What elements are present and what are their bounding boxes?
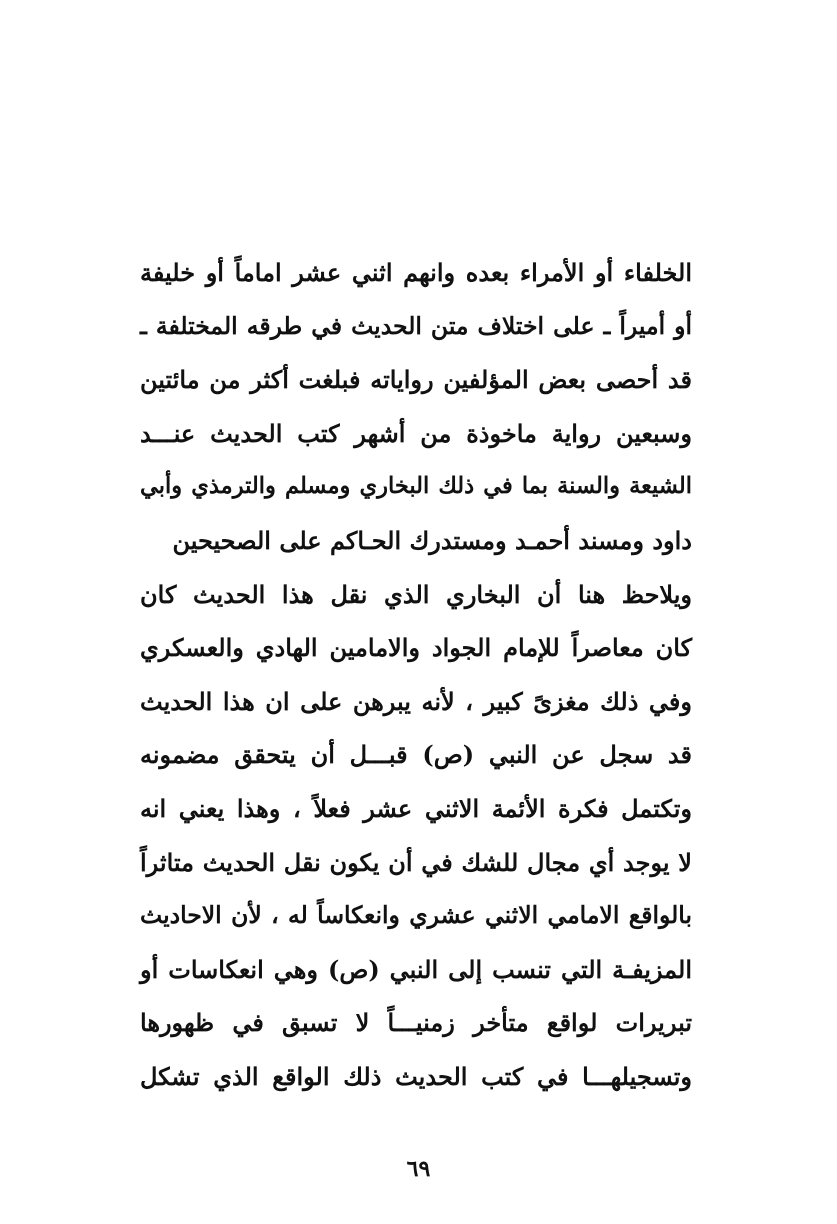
- text-line: ويلاحظ هنا أن البخاري الذي نقل هذا الحديث كان: [140, 579, 692, 609]
- text-line: قد أحصى بعض المؤلفين رواياته فبلغت أكثر من مائتين: [140, 365, 692, 395]
- page-number: ٦٩: [406, 1156, 431, 1182]
- text-line: لا يوجد أي مجال للشك في أن يكون نقل الحديث متاثراً: [140, 847, 692, 877]
- text-line: كان معاصراً للإمام الجواد والامامين الهادي والعسكري: [140, 633, 692, 663]
- text-line: قد سجل عن النبي (ص) قبـــل أن يتحقق مضمونه: [140, 740, 692, 770]
- text-line: وسبعين رواية ماخوذة من أشهر كتب الحديث عنـــد: [140, 418, 692, 448]
- text-line: وتسجيلهـــا في كتب الحديث ذلك الواقع الذي تشكل: [140, 1061, 692, 1091]
- text-line: بالواقع الامامي الاثني عشري وانعكاساً له ، لأن الاحاديث: [140, 901, 692, 930]
- text-line: أو أميراً ـ على اختلاف متن الحديث في طرقه المختلفة ـ: [140, 311, 692, 340]
- text-line: وفي ذلك مغزىً كبير ، لأنه يبرهن على ان هذا الحديث: [140, 686, 692, 716]
- text-line: الخلفاء أو الأمراء بعده وانهم اثني عشر اماماً أو خليفة: [140, 258, 692, 287]
- text-line: الشيعة والسنة بما في ذلك البخاري ومسلم والترمذي وأبي: [140, 473, 692, 500]
- text-line: داود ومسند أحمـد ومستدرك الحـاكم على الصحيحين: [172, 525, 692, 555]
- body-text: [140, 246, 692, 1104]
- text-line: وتكتمل فكرة الأئمة الاثني عشر فعلاً ، وهذا يعني انه: [140, 793, 692, 823]
- text-line: تبريرات لواقع متأخر زمنيـــاً لا تسبق في ظهورها: [140, 1008, 692, 1038]
- text-line: المزيفـة التي تنسب إلى النبي (ص) وهي انعكاسات أو: [140, 954, 692, 984]
